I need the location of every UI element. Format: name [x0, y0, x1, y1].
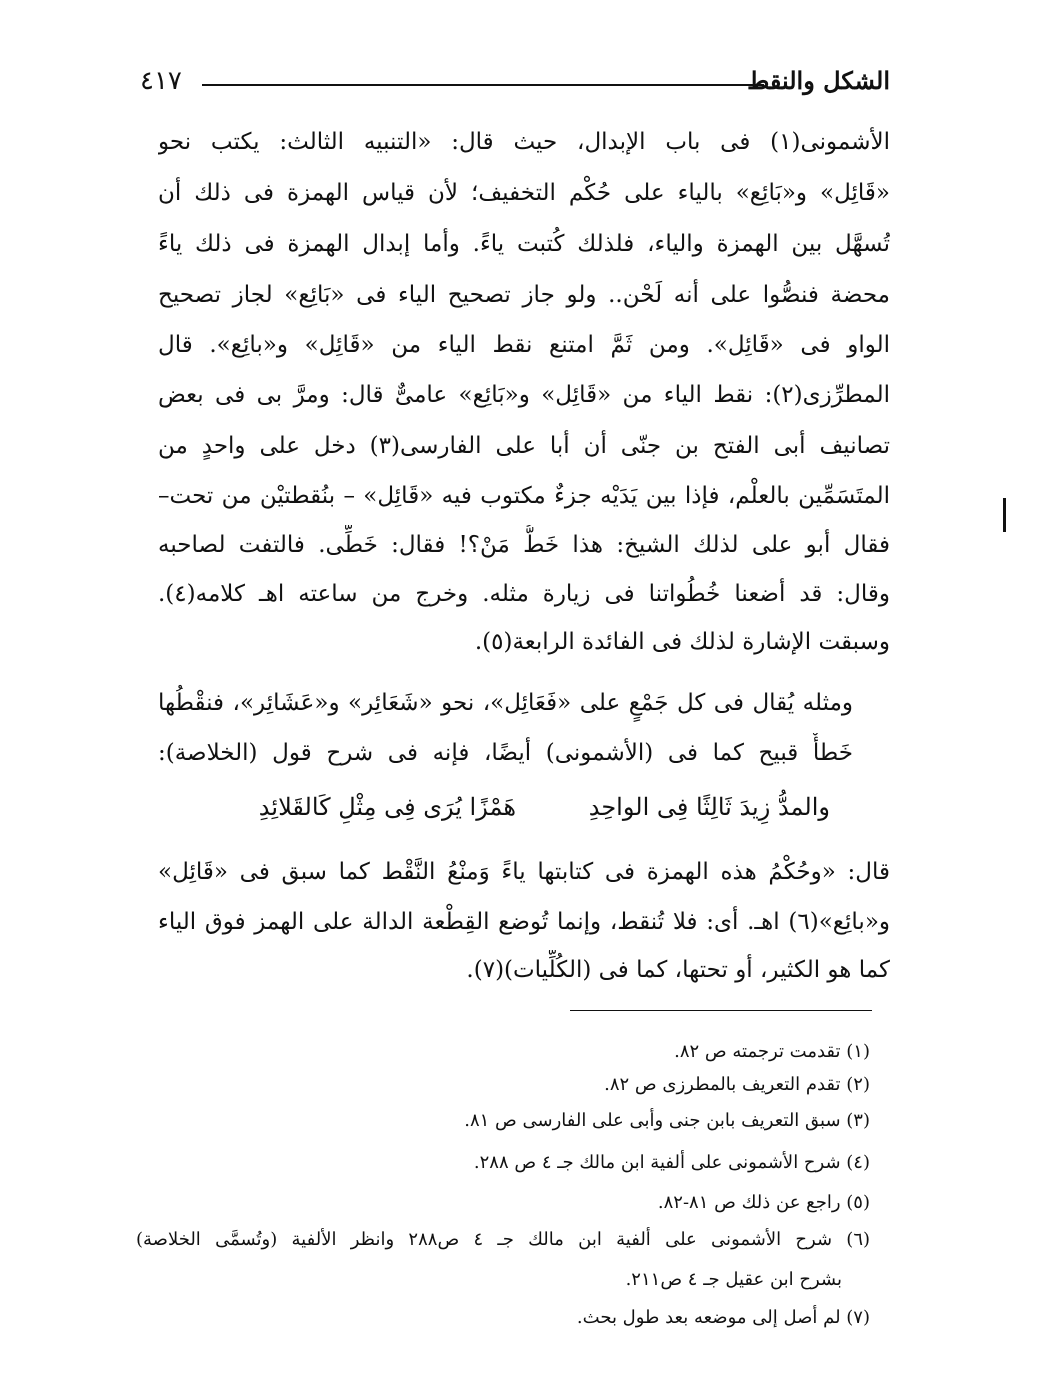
page-number: ٤١٧ — [140, 66, 182, 96]
body-line: و«بائِع»(٦) اهـ. أى: فلا تُنقط، وإنما تُوضع القِطْعة الدالة على الهمز فوق الياء — [158, 909, 890, 935]
body-line: وقال: قد أضعنا خُطُواتنا فى زيارة مثله. وخرج من ساعته اهـ كلامه(٤). — [158, 581, 890, 607]
body-line: الواو فى «قَائِل». ومن ثَمَّ امتنع نقط الياء من «قَائِل» و«بائِع». قال — [158, 332, 890, 358]
footnote-separator — [570, 1010, 872, 1011]
body-line: ومثله يُقال فى كل جَمْعٍ على «فَعَائِل»، نحو «شَعَائِر» و«عَشَائِر»، فنقْطُها — [158, 690, 853, 716]
body-line: خَطأٌ قبيح كما فى (الأشمونى) أيضًا، فإنه فى شرح قول (الخلاصة): — [158, 740, 853, 766]
body-line: قال: «وحُكْمُ هذه الهمزة فى كتابتها ياءً وَمنْعُ النَّقْط كما سبق فى «قَائِل» — [158, 859, 890, 885]
body-line: كما هو الكثير، أو تحتها، كما فى (الكُلِّيات)(٧). — [466, 957, 890, 983]
body-line: الأشمونى(١) فى باب الإبدال، حيث قال: «التنبيه الثالث: يكتب نحو — [158, 129, 890, 155]
verse-hemistich-2: هَمْزًا يُرَى فِى مِثْلِ كَالقَلائِدِ — [258, 793, 516, 821]
running-title: الشكل والنقط — [747, 66, 890, 95]
footnote: (٧) لم أصل إلى موضعه بعد طول بحث. — [576, 1307, 870, 1328]
body-line: المطرِّزى(٢): نقط الياء من «قَائِل» و«بَائِع» عامىٌّ قال: ومرَّ بى فى بعض — [158, 382, 890, 408]
page-header — [140, 62, 890, 102]
footnote: (١) تقدمت ترجمته ص ٨٢. — [674, 1041, 870, 1062]
body-line: وسبقت الإشارة لذلك فى الفائدة الرابعة(٥). — [474, 629, 890, 655]
body-line: محضة فنصُّوا على أنه لَحْن.. ولو جاز تصحيح الياء فى «بَائِع» لجاز تصحيح — [158, 282, 890, 308]
body-line: تصانيف أبى الفتح بن جنّى أن أبا على الفارسى(٣) دخل على واحدٍ من — [158, 433, 890, 459]
body-line: المتَسَمِّين بالعلْم، فإذا بين يَدَيْه جزءٌ مكتوب فيه «قَائِل» – بنُقطتيْن من تحت– — [158, 483, 890, 509]
body-line: «قَائِل» و«بَائِع» بالياء على حُكْم التخفيف؛ لأن قياس الهمزة فى ذلك أن — [158, 180, 890, 206]
footnote: (٢) تقدم التعريف بالمطرزى ص ٨٢. — [604, 1074, 870, 1095]
body-line: فقال أبو على لذلك الشيخ: هذا خَطُّ مَنْ؟! فقال: خَطِّى. فالتفت لصاحبه — [158, 532, 890, 558]
margin-mark — [1003, 498, 1006, 532]
footnote: (٥) راجع عن ذلك ص ٨١-٨٢. — [657, 1192, 870, 1213]
footnote: (٣) سبق التعريف بابن جنى وأبى على الفارسى ص ٨١. — [464, 1110, 870, 1131]
header-rule — [202, 84, 764, 86]
body-line: تُسهَّل بين الهمزة والياء، فلذلك كُتبت ياءً. وأما إبدال الهمزة فى ذلك ياءً — [158, 231, 890, 257]
footnote: (٤) شرح الأشمونى على ألفية ابن مالك جـ ٤ ص ٢٨٨. — [473, 1152, 870, 1173]
footnote-continuation: بشرح ابن عقيل جـ ٤ ص٢١١. — [625, 1269, 842, 1290]
verse-hemistich-1: والمدُّ زِيدَ ثَالِثًا فِى الواحِدِ — [588, 793, 830, 821]
footnote: (٦) شرح الأشمونى على ألفية ابن مالك جـ ٤ ص٢٨٨ وانظر الألفية (وتُسمَّى الخلاصة) — [136, 1229, 871, 1250]
